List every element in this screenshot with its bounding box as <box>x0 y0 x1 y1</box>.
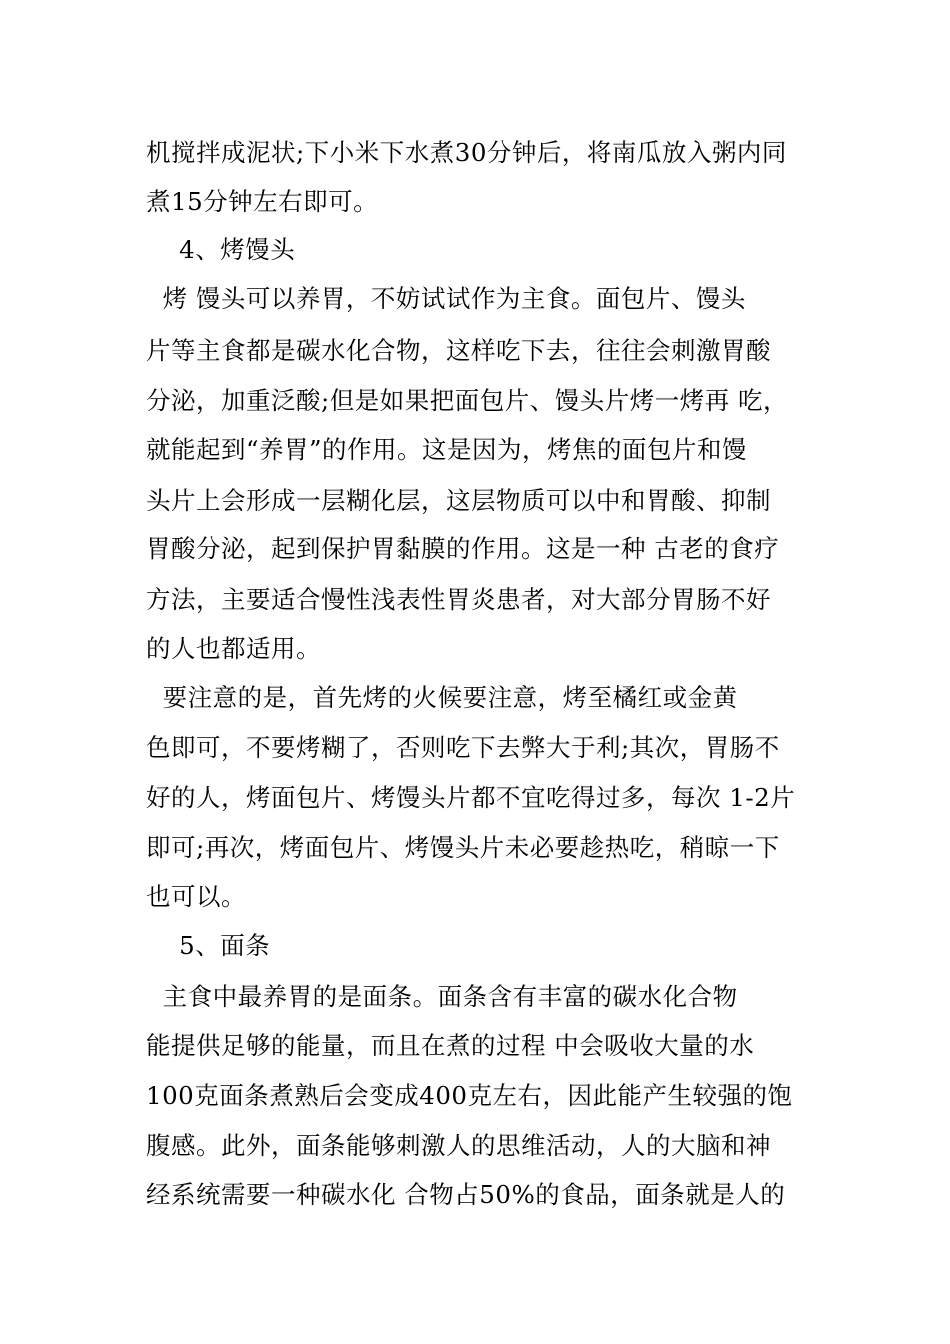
text-line: 胃酸分泌，起到保护胃黏膜的作用。这是一种 古老的食疗 <box>146 534 780 563</box>
text-line: 好的人，烤面包片、烤馒头片都不宜吃得过多，每次 1-2片 <box>146 783 796 812</box>
text-line: 腹感。此外，面条能够刺激人的思维活动，人的大脑和神 <box>146 1131 771 1160</box>
text-line: 100克面条煮熟后会变成400克左右，因此能产生较强的饱 <box>146 1081 793 1110</box>
text-line: 色即可，不要烤糊了，否则吃下去弊大于利;其次，胃肠不 <box>146 733 780 762</box>
text-line: 经系统需要一种碳水化 合物占50%的食品，面条就是人的 <box>146 1180 786 1209</box>
section-heading: 4、烤馒头 <box>146 235 296 264</box>
text-line: 片等主食都是碳水化合物，这样吃下去，往往会刺激胃酸 <box>146 336 771 365</box>
text-line: 主食中最养胃的是面条。面条含有丰富的碳水化合物 <box>146 982 738 1011</box>
text-line: 就能起到“养胃”的作用。这是因为，烤焦的面包片和馒 <box>146 435 748 464</box>
text-line: 也可以。 <box>146 882 246 911</box>
section-heading: 5、面条 <box>146 931 271 960</box>
text-line: 即可;再次，烤面包片、烤馒头片未必要趁热吃，稍晾一下 <box>146 833 780 862</box>
text-line: 头片上会形成一层糊化层，这层物质可以中和胃酸、抑制 <box>146 486 771 515</box>
text-line: 分泌，加重泛酸;但是如果把面包片、馒头片烤一烤再 吃， <box>146 386 789 415</box>
text-line: 能提供足够的能量，而且在煮的过程 中会吸收大量的水 <box>146 1031 755 1060</box>
text-line: 机搅拌成泥状;下小米下水煮30分钟后，将南瓜放入粥内同 <box>146 138 787 167</box>
text-line: 要注意的是，首先烤的火候要注意，烤至橘红或金黄 <box>146 683 738 712</box>
text-line: 方法，主要适合慢性浅表性胃炎患者，对大部分胃肠不好 <box>146 585 771 614</box>
text-line: 煮15分钟左右即可。 <box>146 187 379 216</box>
text-line: 的人也都适用。 <box>146 634 321 663</box>
text-line: 烤 馒头可以养胃，不妨试试作为主食。面包片、馒头 <box>146 284 746 313</box>
